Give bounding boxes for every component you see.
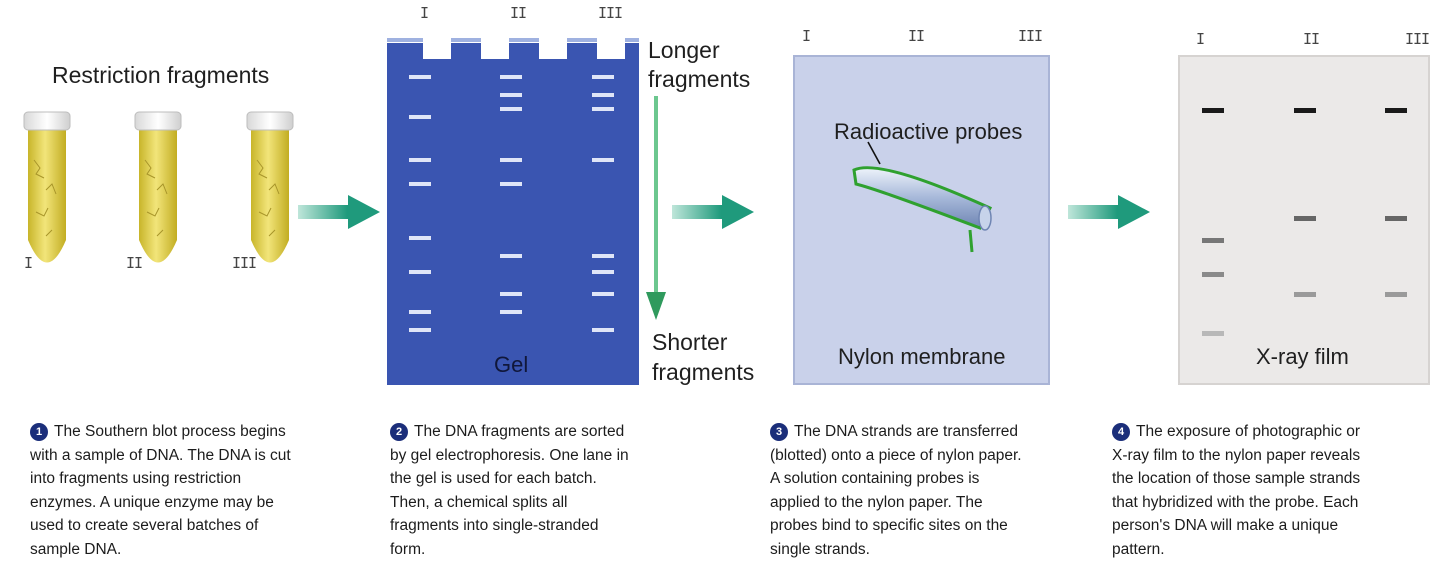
caption-text-4: The exposure of photographic or X-ray film to the nylon paper reveals the location of those sample strands that hybridized with the probe. Each person's DNA will make a unique pattern.	[1112, 423, 1361, 558]
tube-label-2: II	[126, 254, 143, 272]
caption-text-2: The DNA fragments are sorted by gel electrophoresis. One lane in the gel is used for each batch. Then, a chemical splits all fragments into single-stranded form.	[390, 423, 629, 558]
caption-step-1	[30, 420, 292, 561]
step-number-3: 3	[770, 423, 788, 441]
arrow-right-icon	[1068, 193, 1152, 231]
arrow-right-icon	[672, 193, 756, 231]
migration-arrow-icon	[646, 96, 666, 322]
gel-lane-label-3: III	[598, 4, 623, 22]
gel-lane-label-2: II	[510, 4, 527, 22]
restriction-fragments-title: Restriction fragments	[52, 62, 270, 88]
step-number-2: 2	[390, 423, 408, 441]
step-number-1: 1	[30, 423, 48, 441]
step-number-4: 4	[1112, 423, 1130, 441]
caption-step-4	[1112, 420, 1372, 561]
caption-step-2	[390, 420, 630, 561]
tube-label-3: III	[232, 254, 257, 272]
film-lane-label-1: I	[1196, 30, 1205, 48]
membrane-lane-label-2: II	[908, 27, 925, 45]
gel-wells-and-bands	[387, 35, 639, 385]
film-lane-label-2: II	[1303, 30, 1320, 48]
film-lane-label-3: III	[1405, 30, 1430, 48]
membrane-lane-label-3: III	[1018, 27, 1043, 45]
test-tube-3	[247, 112, 293, 263]
xray-film-label: X-ray film	[1256, 344, 1349, 369]
caption-text-3: The DNA strands are transferred (blotted) onto a piece of nylon paper. A solution containing probes is applied to the nylon paper. The probes bind to specific sites on the single strands.	[770, 423, 1022, 558]
nylon-membrane-label: Nylon membrane	[838, 344, 1006, 369]
probe-dropper-icon	[840, 140, 1000, 260]
gel-label: Gel	[494, 352, 529, 377]
film-bands	[1178, 55, 1430, 385]
caption-text-1: The Southern blot process begins with a sample of DNA. The DNA is cut into fragments using restriction enzymes. A unique enzyme may be used to create several batches of sample DNA.	[30, 423, 291, 558]
test-tube-1	[24, 112, 70, 263]
arrow-right-icon	[298, 193, 382, 231]
radioactive-probes-label: Radioactive probes	[834, 119, 1023, 144]
shorter-fragments-label: Shorter fragments	[652, 329, 755, 385]
test-tube-2	[135, 112, 181, 263]
longer-fragments-label: Longer fragments	[648, 37, 751, 92]
gel-lane-label-1: I	[420, 4, 429, 22]
membrane-lane-label-1: I	[802, 27, 811, 45]
tube-label-1: I	[24, 254, 33, 272]
caption-step-3	[770, 420, 1032, 561]
